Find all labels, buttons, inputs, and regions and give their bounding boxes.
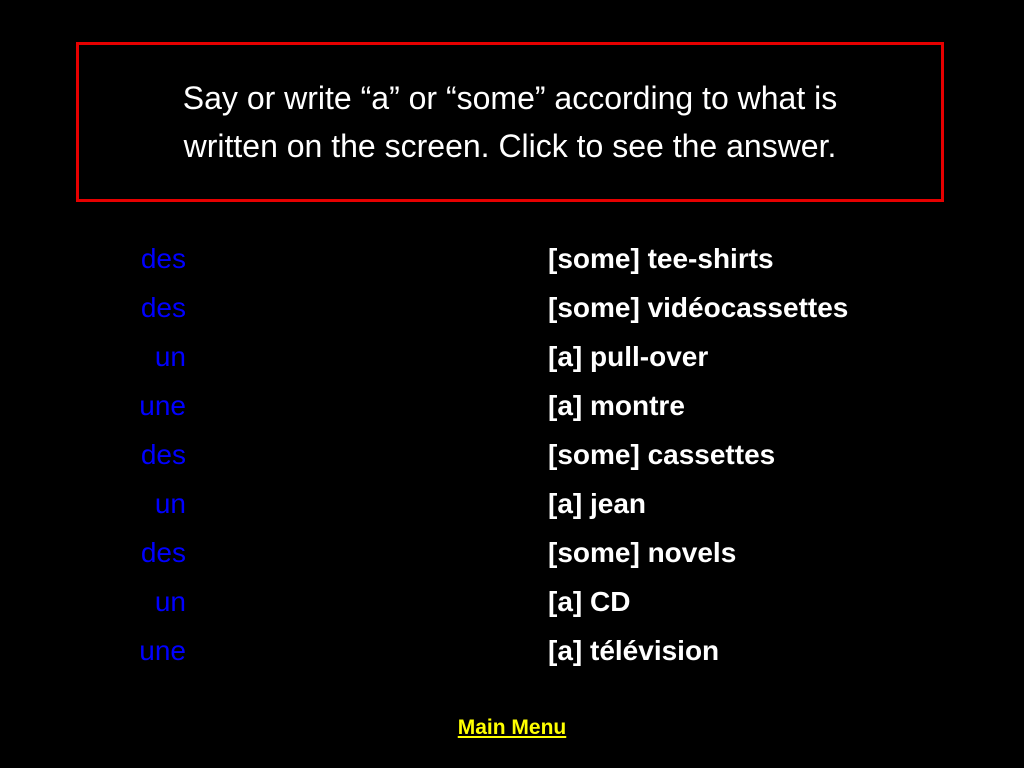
vocab-row [0, 626, 1024, 675]
vocab-row [0, 479, 1024, 528]
answer-article: une [139, 635, 186, 666]
instruction-text [183, 74, 837, 170]
answer-article: une [139, 390, 186, 421]
prompt-noun: [some] vidéocassettes [548, 292, 849, 323]
vocab-row [0, 332, 1024, 381]
answer-article: des [140, 292, 186, 323]
vocab-list [0, 234, 1024, 675]
prompt-noun: [some] cassettes [548, 439, 776, 470]
prompt-noun: [some] novels [548, 537, 737, 568]
prompt-noun: [a] montre [548, 390, 685, 421]
answer-article: un [154, 341, 186, 372]
prompt-noun: [a] jean [548, 488, 647, 519]
vocab-row [0, 234, 1024, 283]
vocab-row [0, 381, 1024, 430]
vocab-row [0, 430, 1024, 479]
answer-article: un [154, 488, 186, 519]
prompt-noun: [a] pull-over [548, 341, 709, 372]
prompt-noun: [some] tee-shirts [548, 243, 774, 274]
prompt-noun: [a] CD [548, 586, 631, 617]
main-menu-container [0, 716, 1024, 740]
answer-article: un [154, 586, 186, 617]
vocab-row [0, 528, 1024, 577]
answer-article: des [140, 537, 186, 568]
instruction-line-1: Say or write “a” or “some” according to what is [182, 80, 838, 116]
vocab-row [0, 577, 1024, 626]
answer-article: des [140, 439, 186, 470]
instruction-box [76, 42, 944, 202]
prompt-noun: [a] télévision [548, 635, 720, 666]
answer-article: des [140, 243, 186, 274]
instruction-line-2: written on the screen. Click to see the answer. [183, 128, 837, 164]
vocab-row [0, 283, 1024, 332]
main-menu-link[interactable]: Main Menu [457, 716, 567, 739]
